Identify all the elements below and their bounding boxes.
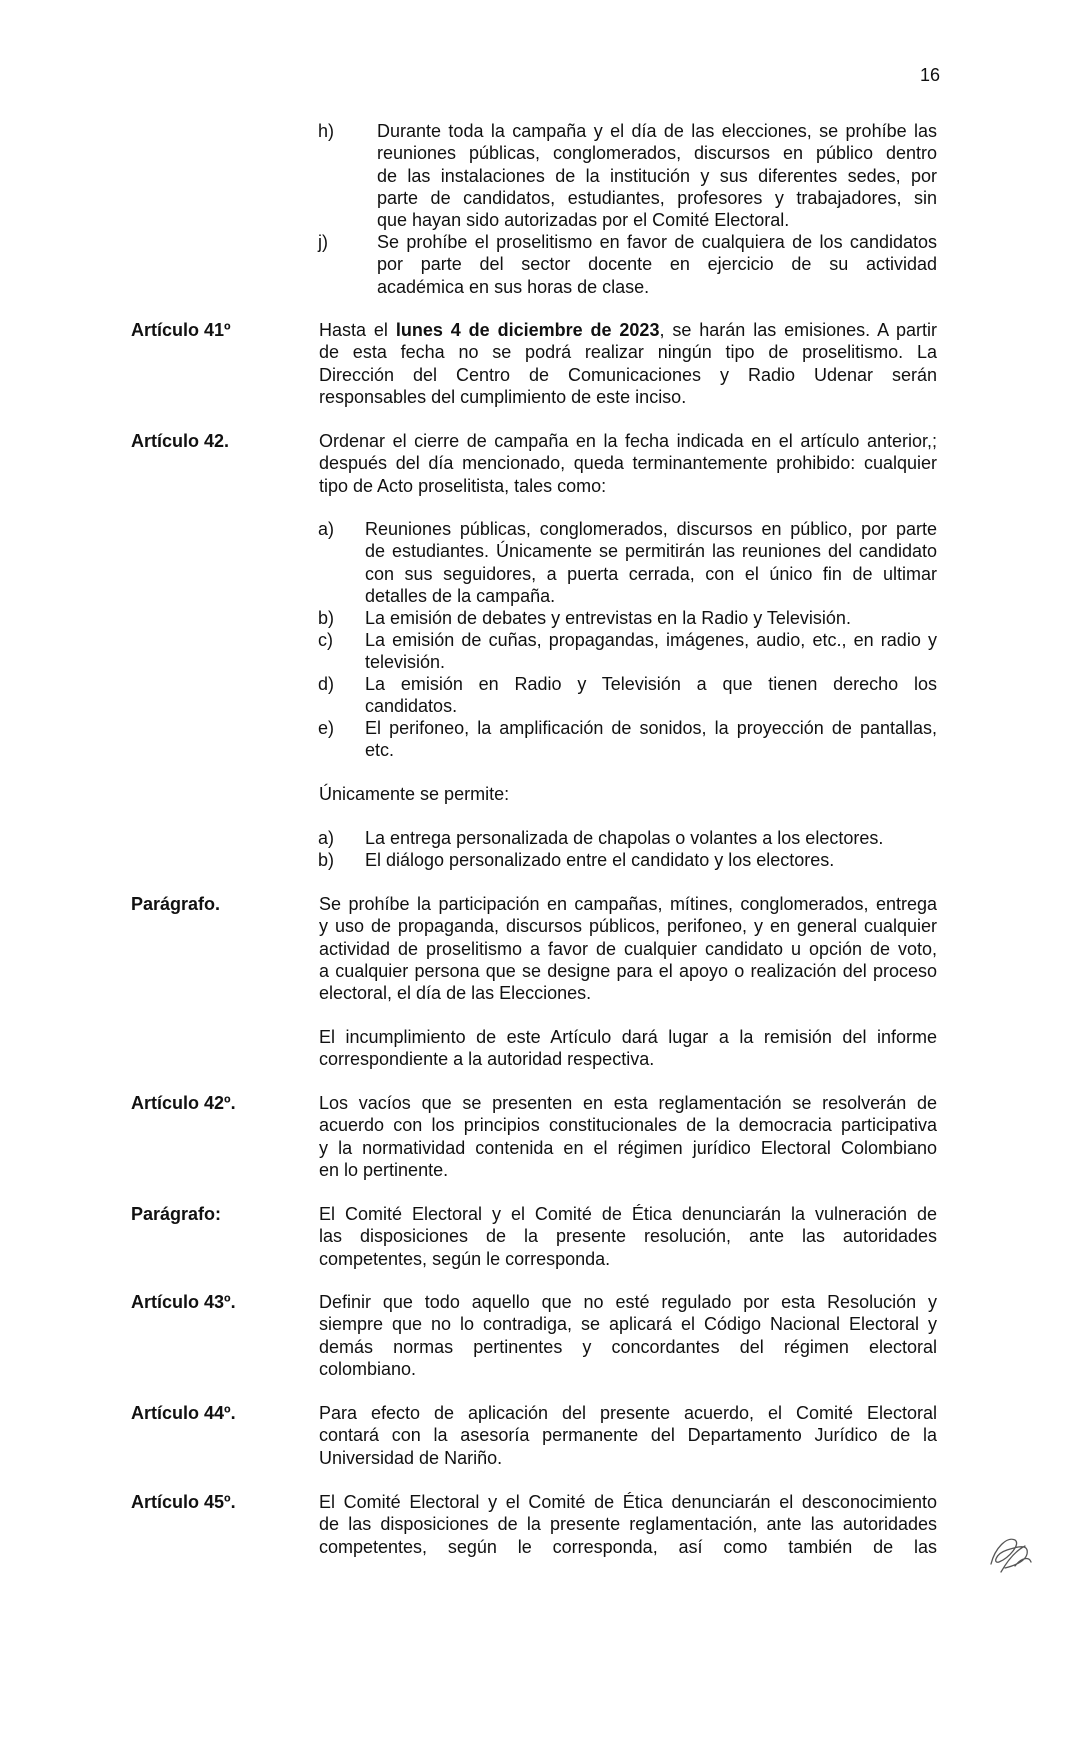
text-line: La emisión de cuñas, propagandas, imágenes, audio, etc., en radio y	[365, 630, 937, 650]
article-42b-text	[319, 1092, 937, 1181]
text-line: y uso de propaganda, discursos públicos, perifoneo, y en general cualquier	[319, 916, 937, 937]
paragrafo-text-2	[319, 1026, 937, 1071]
permitted-marker-b: b)	[318, 850, 335, 870]
text-line: Reuniones públicas, conglomerados, discursos en público, por parte	[365, 519, 937, 539]
paragrafo-text	[319, 893, 937, 1004]
text-line: actividad de proselitismo a favor de cualquier candidato u opción de voto,	[319, 938, 937, 959]
only-permitted-heading: Únicamente se permite:	[319, 784, 510, 804]
page-number: 16	[920, 65, 941, 85]
text-line: El Comité Electoral y el Comité de Ética denunciarán el desconocimiento	[319, 1492, 937, 1512]
text-line: acuerdo con los principios constitucionales de la democracia participativa	[319, 1115, 937, 1136]
article-43-text	[319, 1291, 937, 1380]
item-marker-h: h)	[318, 121, 335, 141]
item-b-text	[365, 607, 937, 629]
text-line: televisión.	[365, 652, 446, 673]
article-41-text	[319, 319, 937, 408]
text-line: Universidad de Nariño.	[319, 1447, 503, 1468]
text-line: Definir que todo aquello que no esté regulado por esta Resolución y	[319, 1292, 937, 1312]
article-41-label: Artículo 41º	[131, 320, 231, 340]
text-line: en lo pertinente.	[319, 1159, 449, 1180]
article-42b-label: Artículo 42º.	[131, 1093, 236, 1113]
text-line: por parte del sector docente en ejercicio de su actividad	[377, 254, 937, 275]
text-line: después del día mencionado, queda terminantemente prohibido: cualquier	[319, 453, 937, 474]
text-run: Hasta el	[319, 320, 396, 340]
text-line: La emisión en Radio y Televisión a que tienen derecho los	[365, 674, 937, 694]
text-line: candidatos.	[365, 696, 458, 717]
text-line: Durante toda la campaña y el día de las elecciones, se prohíbe las	[377, 121, 937, 141]
text-line: La emisión de debates y entrevistas en la Radio y Televisión.	[365, 608, 851, 628]
text-line: de esta fecha no se podrá realizar ningún tipo de proselitismo. La	[319, 342, 937, 363]
text-line: de las disposiciones de la presente reglamentación, ante las autoridades	[319, 1514, 937, 1535]
text-line: y la normatividad contenida en el régimen jurídico Electoral Colombiano	[319, 1137, 937, 1158]
text-line: académica en sus horas de clase.	[377, 276, 650, 297]
text-line: a cualquier persona que se designe para el apoyo o realización del proceso	[319, 960, 937, 981]
text-line: demás normas pertinentes y concordantes del régimen electoral	[319, 1336, 937, 1357]
item-marker-e: e)	[318, 718, 335, 738]
text-line: Para efecto de aplicación del presente acuerdo, el Comité Electoral	[319, 1403, 937, 1423]
text-line: de estudiantes. Únicamente se permitirán las reuniones del candidato	[365, 541, 937, 562]
item-h-text	[377, 120, 937, 231]
item-marker-c: c)	[318, 630, 333, 650]
paragrafo-2-label: Parágrafo:	[131, 1204, 222, 1224]
article-45-label: Artículo 45º.	[131, 1492, 236, 1512]
paragrafo-label: Parágrafo.	[131, 894, 221, 914]
text-line: siempre que no lo contradiga, se aplicará el Código Nacional Electoral y	[319, 1314, 937, 1335]
text-line: con sus seguidores, a puerta cerrada, con el único fin de ultimar	[365, 563, 937, 584]
text-line: detalles de la campaña.	[365, 585, 556, 606]
text-line: que hayan sido autorizadas por el Comité Electoral.	[377, 210, 790, 231]
text-line: tipo de Acto proselitista, tales como:	[319, 475, 607, 496]
item-marker-j: j)	[318, 232, 328, 252]
text-line: El perifoneo, la amplificación de sonidos, la proyección de pantallas,	[365, 718, 937, 738]
item-d-text	[365, 673, 937, 718]
text-line: Se prohíbe el proselitismo en favor de cualquiera de los candidatos	[377, 232, 937, 252]
text-line: Los vacíos que se presenten en esta reglamentación se resolverán de	[319, 1093, 937, 1113]
item-c-text	[365, 629, 937, 674]
text-line: Se prohíbe la participación en campañas, mítines, conglomerados, entrega	[319, 894, 937, 914]
item-marker-d: d)	[318, 674, 335, 694]
signature-initials	[985, 1528, 1035, 1581]
article-43-label: Artículo 43º.	[131, 1292, 236, 1312]
article-44-text	[319, 1402, 937, 1469]
text-line: de las instalaciones de la institución y sus diferentes sedes, por	[377, 165, 937, 186]
text-line: Dirección del Centro de Comunicaciones y Radio Udenar serán	[319, 364, 937, 385]
article-42-label: Artículo 42.	[131, 431, 230, 451]
text-line: competentes, según le corresponda, así como también de las	[319, 1536, 937, 1557]
item-marker-b: b)	[318, 608, 335, 628]
item-a-text	[365, 518, 937, 607]
text-line: las disposiciones de la presente resolución, ante las autoridades	[319, 1226, 937, 1247]
article-42-text	[319, 430, 937, 497]
text-line	[319, 319, 937, 341]
text-line: etc.	[365, 740, 395, 761]
article-45-text	[319, 1491, 937, 1558]
text-line: competentes, según le corresponda.	[319, 1248, 611, 1269]
text-line: contará con la asesoría permanente del Departamento Jurídico de la	[319, 1425, 937, 1446]
item-e-text	[365, 717, 937, 762]
text-line: reuniones públicas, conglomerados, discursos en público dentro	[377, 143, 937, 164]
permitted-a-text: La entrega personalizada de chapolas o volantes a los electores.	[365, 828, 884, 848]
text-line: El incumplimiento de este Artículo dará lugar a la remisión del informe	[319, 1027, 937, 1047]
text-line: El Comité Electoral y el Comité de Ética denunciarán la vulneración de	[319, 1204, 937, 1224]
text-line: electoral, el día de las Elecciones.	[319, 983, 592, 1004]
text-line: correspondiente a la autoridad respectiva.	[319, 1049, 655, 1070]
permitted-b-text: El diálogo personalizado entre el candidato y los electores.	[365, 850, 835, 870]
article-44-label: Artículo 44º.	[131, 1403, 236, 1423]
item-j-text	[377, 231, 937, 298]
text-line: Ordenar el cierre de campaña en la fecha indicada en el artículo anterior,;	[319, 431, 937, 451]
text-line: responsables del cumplimiento de este inciso.	[319, 386, 687, 407]
paragrafo-2-text	[319, 1203, 937, 1270]
item-marker-a: a)	[318, 519, 335, 539]
date-emphasis: lunes 4 de diciembre de 2023	[395, 320, 660, 340]
text-run: , se harán las emisiones. A partir	[659, 320, 937, 340]
text-line: colombiano.	[319, 1358, 417, 1379]
text-line: parte de candidatos, estudiantes, profesores y trabajadores, sin	[377, 187, 937, 208]
permitted-marker-a: a)	[318, 828, 335, 848]
